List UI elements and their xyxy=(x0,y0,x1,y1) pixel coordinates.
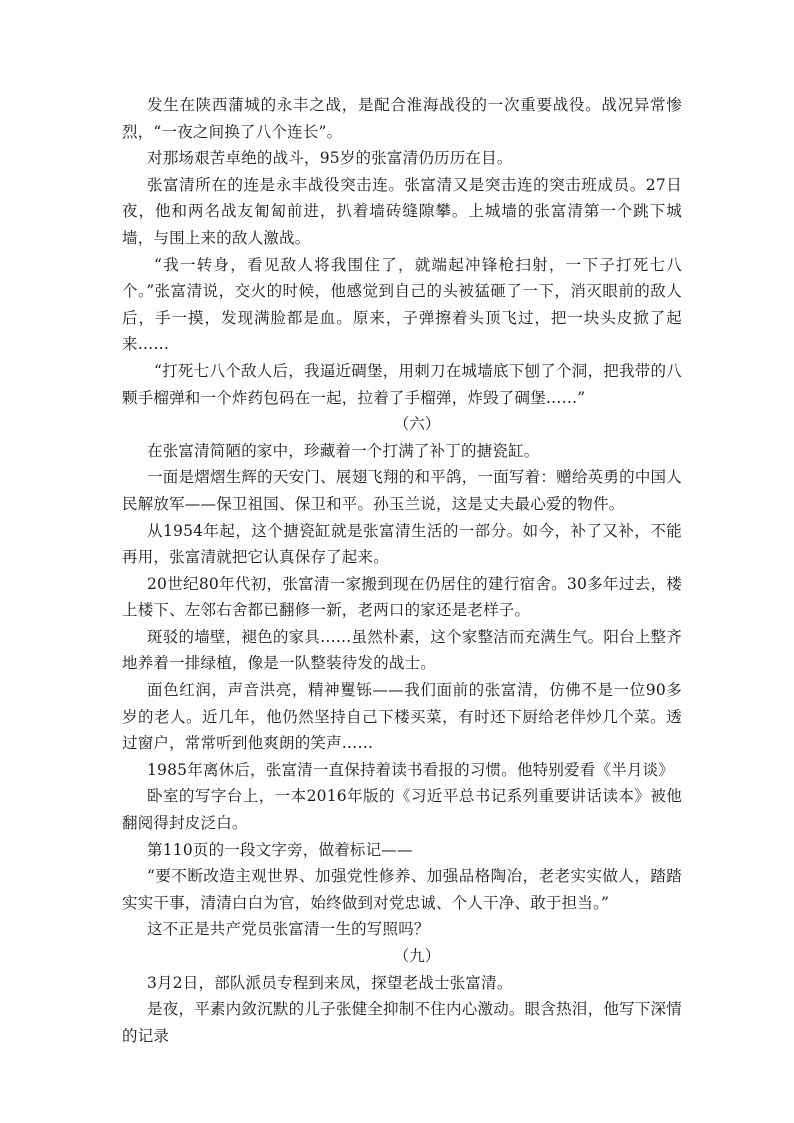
section-heading: （九） xyxy=(393,947,441,965)
paragraph: 第110页的一段文字旁，做着标记—— xyxy=(147,840,413,859)
paragraph: 发生在陕西蒲城的永丰之战，是配合淮海战役的一次重要战役。战况异常惨烈，“一夜之间换了八个连长”。 xyxy=(122,96,682,141)
section-heading: （六） xyxy=(393,415,441,434)
paragraph: 20世纪80年代初，张富清一家搬到现在仍居住的建行宿舍。30多年过去，楼上楼下、左邻右舍都已翻修一新，老两口的家还是老样子。 xyxy=(122,574,682,620)
quote-paragraph: “要不断改造主观世界、加强党性修养、加强品格陶冶，老老实实做人，踏踏实实干事，清清白白为官，始终做到对党忠诚、个人干净、敢于担当。” xyxy=(122,867,682,912)
paragraph: 对那场艰苦卓绝的战斗，95岁的张富清仍历历在目。 xyxy=(147,149,513,168)
paragraph: 面色红润，声音洪亮，精神矍铄——我们面前的张富清，仿佛不是一位90多岁的老人。近几年，他仍然坚持自己下楼买菜，有时还下厨给老伴炒几个菜。透过窗户，常常听到他爽朗的笑声…… xyxy=(122,681,682,753)
paragraph: 在张富清简陋的家中，珍藏着一个打满了补丁的搪瓷缸。 xyxy=(147,441,540,460)
quote-paragraph: “我一转身，看见敌人将我围住了，就端起冲锋枪扫射，一下子打死七八个。”张富清说，交火的时候，他感觉到自己的头被猛砸了一下，消灭眼前的敌人后，手一摸，发现满脸都是血。原来，子弹擦着头顶飞过，把一块头皮掀了起来…… xyxy=(122,255,682,354)
paragraph: 1985年离休后，张富清一直保持着读书看报的习惯。他特别爱看《半月谈》 xyxy=(147,760,674,779)
paragraph: 斑驳的墙壁，褪色的家具……虽然朴素，这个家整洁而充满生气。阳台上整齐地养着一排绿植，像是一队整装待发的战士。 xyxy=(122,627,682,673)
paragraph: 从1954年起，这个搪瓷缸就是张富清生活的一部分。如今，补了又补，不能再用，张富清就把它认真保存了起来。 xyxy=(122,521,682,567)
paragraph: 卧室的写字台上，一本2016年版的《习近平总书记系列重要讲话读本》被他翻阅得封皮泛白。 xyxy=(122,787,682,833)
paragraph: 一面是熠熠生辉的天安门、展翅飞翔的和平鸽，一面写着：赠给英勇的中国人民解放军——保卫祖国、保卫和平。孙玉兰说，这是丈夫最心爱的物件。 xyxy=(122,468,682,513)
paragraph: 这不正是共产党员张富清一生的写照吗？ xyxy=(147,920,430,939)
quote-paragraph: “打死七八个敌人后，我逼近碉堡，用刺刀在城墙底下刨了个洞，把我带的八颗手榴弹和一个炸药包码在一起，拉着了手榴弹，炸毁了碉堡……” xyxy=(122,361,682,407)
document-page xyxy=(122,92,682,1049)
paragraph: 张富清所在的连是永丰战役突击连。张富清又是突击连的突击班成员。27日夜，他和两名战友匍匐前进，扒着墙砖缝隙攀。上城墙的张富清第一个跳下城墙，与围上来的敌人激战。 xyxy=(122,175,682,247)
paragraph: 3月2日，部队派员专程到来凤，探望老战士张富清。 xyxy=(147,973,513,992)
paragraph: 是夜，平素内敛沉默的儿子张健全抑制不住内心激动。眼含热泪，他写下深情的记录 xyxy=(122,1000,682,1045)
